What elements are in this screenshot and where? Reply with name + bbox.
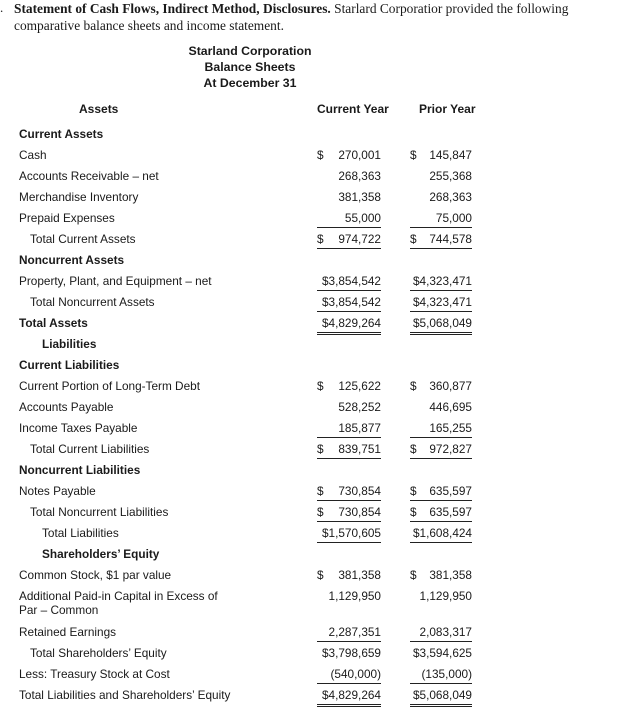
currency-symbol: $ <box>410 442 417 456</box>
prior-year-value <box>410 148 472 164</box>
table-row <box>0 211 621 232</box>
table-row <box>0 379 621 400</box>
amount: 744,578 <box>429 232 472 246</box>
currency-symbol: $ <box>317 442 324 456</box>
table-row <box>0 463 621 484</box>
table-row <box>0 253 621 274</box>
problem-title: Statement of Cash Flows, Indirect Method, Disclosures. <box>14 1 331 16</box>
problem-text: Starlard Corporatior provided the following comparative balance sheets and income statement. <box>14 1 569 33</box>
table-row <box>0 505 621 526</box>
table-row <box>0 169 621 190</box>
amount: 381,358 <box>338 568 381 582</box>
amount: 1,129,950 <box>328 589 381 603</box>
prior-year-value <box>410 295 472 312</box>
table-row <box>0 625 621 646</box>
currency-symbol: $ <box>317 505 324 519</box>
prior-year-value <box>410 316 472 335</box>
row-label: Total Shareholders’ Equity <box>30 646 167 660</box>
prior-year-value <box>410 421 472 438</box>
prior-year-value <box>410 688 472 707</box>
prior-year-value <box>410 274 472 291</box>
amount: 2,083,317 <box>419 625 472 639</box>
current-year-value <box>317 211 381 228</box>
currency-symbol: $ <box>410 505 417 519</box>
amount: (135,000) <box>421 667 472 681</box>
current-year-value <box>317 190 381 206</box>
row-label: Total Current Assets <box>30 232 136 246</box>
company-name: Starland Corporation <box>188 44 312 58</box>
current-year-value <box>317 400 381 416</box>
row-label: Total Liabilities and Shareholders’ Equity <box>19 688 231 702</box>
currency-symbol: $ <box>317 484 324 498</box>
current-year-value <box>317 442 381 459</box>
amount: 255,368 <box>429 169 472 183</box>
amount: 446,695 <box>429 400 472 414</box>
section-heading: Current Assets <box>19 127 104 141</box>
row-label: Less: Treasury Stock at Cost <box>19 667 170 681</box>
table-row <box>0 667 621 688</box>
current-year-value <box>317 316 381 335</box>
table-row <box>0 337 621 358</box>
current-year-value <box>317 688 381 707</box>
prior-year-value <box>410 379 472 395</box>
table-row <box>0 421 621 442</box>
prior-year-value <box>410 589 472 605</box>
row-label: Accounts Payable <box>19 400 114 414</box>
table-row <box>0 316 621 337</box>
prior-year-value <box>410 646 472 662</box>
amount: 360,877 <box>429 379 472 393</box>
current-year-value <box>317 505 381 522</box>
amount: $4,829,264 <box>321 688 381 702</box>
prior-year-value <box>410 526 472 543</box>
section-heading: Noncurrent Liabilities <box>19 463 141 477</box>
prior-year-value <box>410 169 472 185</box>
row-label: Income Taxes Payable <box>19 421 138 435</box>
table-row <box>0 295 621 316</box>
row-label: Property, Plant, and Equipment – net <box>19 274 212 288</box>
amount: 972,827 <box>429 442 472 456</box>
table-row <box>0 688 621 709</box>
amount: 635,597 <box>429 505 472 519</box>
amount: 55,000 <box>344 211 381 225</box>
row-label: Common Stock, $1 par value <box>19 568 172 582</box>
prior-year-value <box>410 400 472 416</box>
current-year-value <box>317 379 381 395</box>
current-year-value <box>317 274 381 291</box>
prior-year-value <box>410 211 472 228</box>
prior-year-value <box>410 625 472 642</box>
amount: $1,608,424 <box>412 526 472 540</box>
row-label: Merchandise Inventory <box>19 190 139 204</box>
amount: 2,287,351 <box>328 625 381 639</box>
table-row <box>0 274 621 295</box>
row-label: Retained Earnings <box>19 625 117 639</box>
current-year-value <box>317 646 381 662</box>
prior-year-value <box>410 505 472 522</box>
amount: $5,068,049 <box>412 688 472 702</box>
amount: 125,622 <box>338 379 381 393</box>
currency-symbol: $ <box>317 148 324 162</box>
section-heading: Shareholders’ Equity <box>42 547 160 561</box>
row-label: Total Liabilities <box>42 526 119 540</box>
currency-symbol: $ <box>317 379 324 393</box>
amount: 974,722 <box>338 232 381 246</box>
amount: $3,594,625 <box>412 646 472 660</box>
row-label: Total Noncurrent Assets <box>30 295 155 309</box>
current-year-value <box>317 625 381 642</box>
list-bullet: . <box>0 0 4 15</box>
currency-symbol: $ <box>317 232 324 246</box>
amount: $3,854,542 <box>321 295 381 309</box>
section-heading: Noncurrent Assets <box>19 253 125 267</box>
table-row <box>0 148 621 169</box>
prior-year-value <box>410 442 472 459</box>
section-heading: Total Assets <box>19 316 88 330</box>
amount: 268,363 <box>429 190 472 204</box>
prior-year-column-header: Prior Year <box>419 102 476 116</box>
table-row <box>0 589 621 625</box>
table-row <box>0 400 621 421</box>
amount: 165,255 <box>429 421 472 435</box>
amount: $1,570,605 <box>321 526 381 540</box>
currency-symbol: $ <box>410 568 417 582</box>
row-label: Total Noncurrent Liabilities <box>30 505 169 519</box>
amount: 730,854 <box>338 505 381 519</box>
current-year-value <box>317 568 381 584</box>
prior-year-value <box>410 667 472 684</box>
current-year-value <box>317 526 381 543</box>
amount: 270,001 <box>338 148 381 162</box>
amount: 730,854 <box>338 484 381 498</box>
table-row <box>0 127 621 148</box>
row-label: Total Current Liabilities <box>30 442 150 456</box>
statement-name: Balance Sheets <box>204 60 296 74</box>
prior-year-value <box>410 484 472 501</box>
prior-year-value <box>410 190 472 206</box>
current-year-value <box>317 232 381 249</box>
amount: $4,323,471 <box>412 274 472 288</box>
amount: 635,597 <box>429 484 472 498</box>
current-year-value <box>317 667 381 684</box>
currency-symbol: $ <box>410 484 417 498</box>
row-label: Accounts Receivable – net <box>19 169 159 183</box>
amount: $3,854,542 <box>321 274 381 288</box>
currency-symbol: $ <box>410 379 417 393</box>
amount: 145,847 <box>429 148 472 162</box>
amount: (540,000) <box>330 667 381 681</box>
table-row <box>0 547 621 568</box>
amount: 528,252 <box>338 400 381 414</box>
section-heading: Liabilities <box>42 337 97 351</box>
table-row <box>0 232 621 253</box>
row-label: Current Portion of Long-Term Debt <box>19 379 200 393</box>
table-row <box>0 646 621 667</box>
table-row <box>0 484 621 505</box>
amount: 1,129,950 <box>419 589 472 603</box>
row-label: Notes Payable <box>19 484 96 498</box>
current-year-value <box>317 421 381 438</box>
statement-date: At December 31 <box>203 76 297 90</box>
current-year-value <box>317 169 381 185</box>
amount: $4,829,264 <box>321 316 381 330</box>
problem-intro <box>14 0 614 34</box>
current-year-value <box>317 589 381 605</box>
current-year-value <box>317 484 381 501</box>
table-row <box>0 526 621 547</box>
amount: 185,877 <box>338 421 381 435</box>
prior-year-value <box>410 232 472 249</box>
amount: $3,798,659 <box>321 646 381 660</box>
current-year-value <box>317 148 381 164</box>
amount: 381,358 <box>429 568 472 582</box>
currency-symbol: $ <box>410 232 417 246</box>
amount: 381,358 <box>338 190 381 204</box>
currency-symbol: $ <box>410 148 417 162</box>
currency-symbol: $ <box>317 568 324 582</box>
amount: 75,000 <box>435 211 472 225</box>
section-heading: Current Liabilities <box>19 358 120 372</box>
current-year-value <box>317 295 381 312</box>
row-label: Additional Paid-in Capital in Excess of Par – Common <box>19 589 218 617</box>
amount: 268,363 <box>338 169 381 183</box>
amount: $5,068,049 <box>412 316 472 330</box>
amount: 839,751 <box>338 442 381 456</box>
table-row <box>0 358 621 379</box>
table-row <box>0 442 621 463</box>
prior-year-value <box>410 568 472 584</box>
table-row <box>0 190 621 211</box>
row-label: Cash <box>19 148 47 162</box>
current-year-column-header: Current Year <box>317 102 389 116</box>
row-label: Prepaid Expenses <box>19 211 115 225</box>
amount: $4,323,471 <box>412 295 472 309</box>
assets-column-header: Assets <box>79 102 119 116</box>
table-row <box>0 568 621 589</box>
